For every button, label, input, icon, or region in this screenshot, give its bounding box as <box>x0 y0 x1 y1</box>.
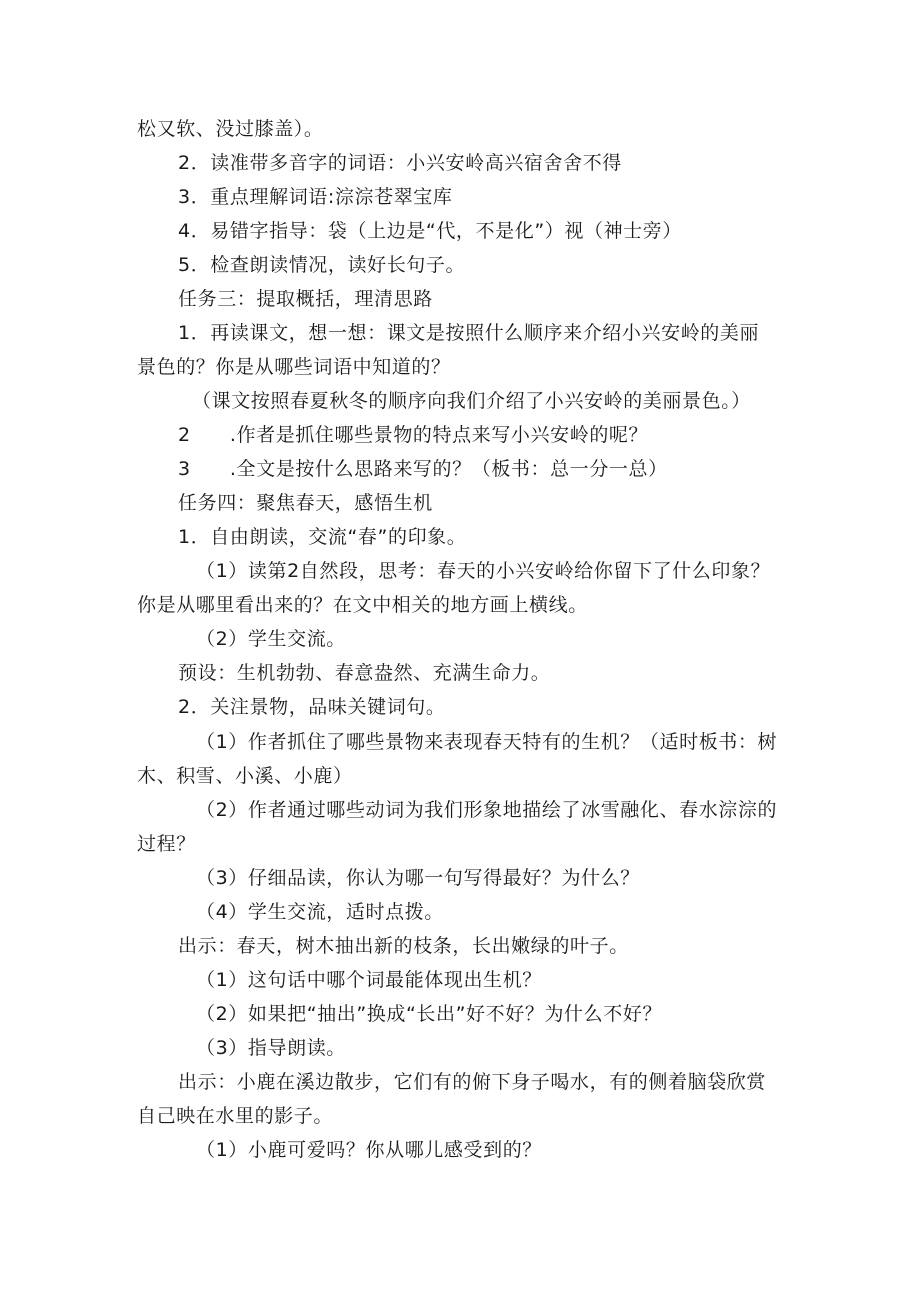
text-line: （1）读第2自然段，思考：春天的小兴安岭给你留下了什么印象？ <box>196 560 771 582</box>
text-line: 出示：小鹿在溪边散步，它们有的俯下身子喝水，有的侧着脑袋欣赏 <box>178 1071 767 1093</box>
text-line: （课文按照春夏秋冬的顺序向我们介绍了小兴安岭的美丽景色。） <box>192 390 751 412</box>
text-line: （4）学生交流，适时点拨。 <box>196 901 444 923</box>
text-line: 出示：春天，树木抽出新的枝条，长出嫩绿的叶子。 <box>178 935 629 957</box>
text-line: 木、积雪、小溪、小鹿） <box>137 765 353 787</box>
text-line: 景色的？你是从哪些词语中知道的？ <box>137 356 451 378</box>
text-line: （2）如果把“抽出”换成“长出”好不好？为什么不好？ <box>196 1003 663 1025</box>
text-line: 3．重点理解词语:淙淙苍翠宝库 <box>178 186 453 208</box>
text-line: 2．读准带多音字的词语：小兴安岭高兴宿舍舍不得 <box>178 152 622 174</box>
text-line: 你是从哪里看出来的？在文中相关的地方画上横线。 <box>137 594 588 616</box>
text-line: 2 .作者是抓住哪些景物的特点来写小兴安岭的呢？ <box>178 424 649 446</box>
text-line: 预设：生机勃勃、春意盎然、充满生命力。 <box>178 662 551 684</box>
section-heading: 任务四：聚焦春天，感悟生机 <box>178 492 433 514</box>
text-line: 过程？ <box>137 833 196 855</box>
text-line: 1．再读课文，想一想：课文是按照什么顺序来介绍小兴安岭的美丽 <box>178 322 760 344</box>
text-line: 1．自由朗读，交流“春”的印象。 <box>178 526 467 548</box>
text-line: （2）学生交流。 <box>196 628 346 650</box>
text-line: 3 .全文是按什么思路来写的？（板书：总一分一总） <box>178 458 668 480</box>
text-line: （3）仔细品读，你认为哪一句写得最好？为什么？ <box>196 867 640 889</box>
text-line: （1）小鹿可爱吗？你从哪儿感受到的？ <box>196 1139 542 1161</box>
text-line: （1）这句话中哪个词最能体现出生机？ <box>196 969 542 991</box>
text-line: 2．关注景物，品味关键词句。 <box>178 696 446 718</box>
text-line: 4．易错字指导：袋（上边是“代，不是化”）视（神士旁） <box>178 220 682 242</box>
text-line: 5．检查朗读情况，读好长句子。 <box>178 254 466 276</box>
section-heading: 任务三：提取概括，理清思路 <box>178 288 433 310</box>
text-line: （3）指导朗读。 <box>196 1037 346 1059</box>
text-line: （2）作者通过哪些动词为我们形象地描绘了冰雪融化、春水淙淙的 <box>196 799 778 821</box>
text-line: 自己映在水里的影子。 <box>137 1105 334 1127</box>
text-line: （1）作者抓住了哪些景物来表现春天特有的生机？（适时板书：树 <box>196 731 778 753</box>
text-line: 松又软、没过膝盖）。 <box>137 118 324 140</box>
